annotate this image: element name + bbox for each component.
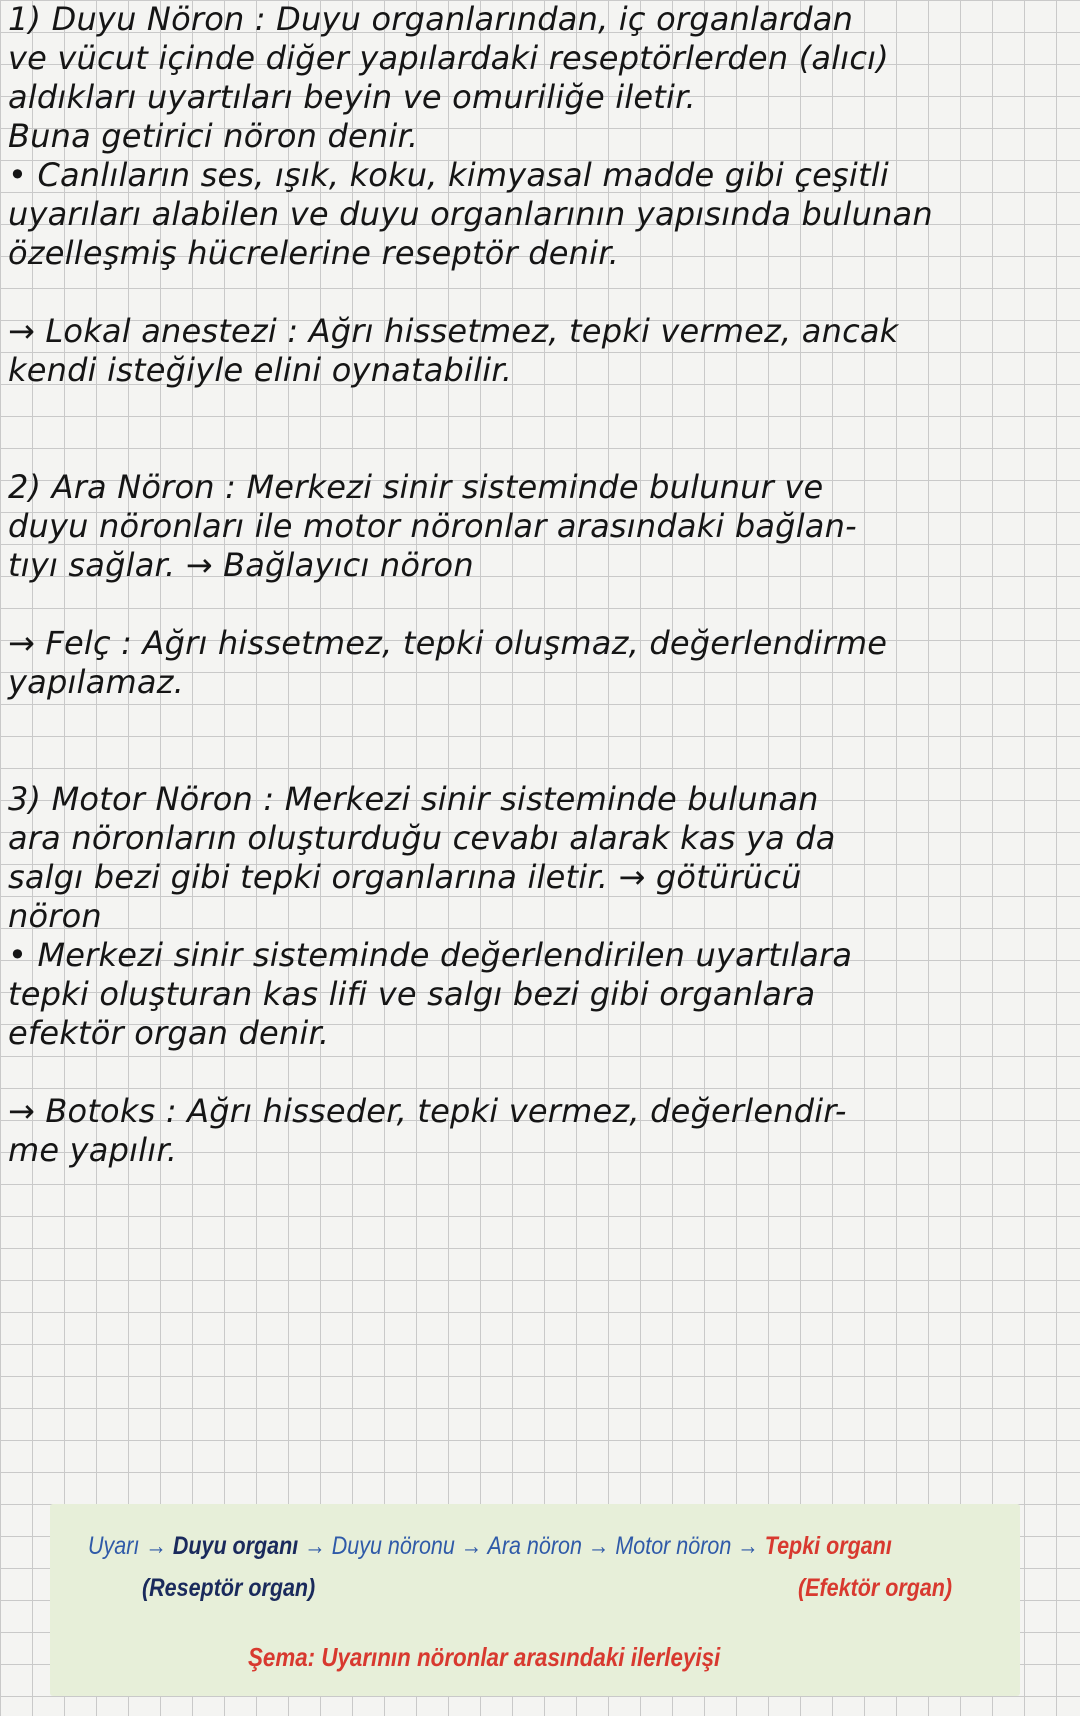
note-line: 1) Duyu Nöron : Duyu organlarından, iç organlardan — [8, 0, 854, 38]
note-example: → Lokal anestezi : Ağrı hissetmez, tepki vermez, ancak — [8, 312, 899, 350]
arrow-icon: → — [460, 1532, 483, 1560]
arrow-icon: → — [304, 1532, 326, 1560]
schema-box — [50, 1504, 1020, 1696]
note-line: aldıkları uyartıları beyin ve omuriliğe iletir. — [8, 78, 696, 116]
flow-tepki-organi: Tepki organı — [764, 1532, 892, 1560]
note-example: kendi isteğiyle elini oynatabilir. — [8, 351, 513, 389]
note-line: uyarıları alabilen ve duyu organlarının yapısında bulunan — [8, 195, 933, 233]
arrow-icon: → — [145, 1532, 167, 1560]
note-example: yapılamaz. — [8, 663, 184, 701]
note-line: nöron — [8, 897, 102, 935]
flow-motor-noron: Motor nöron — [615, 1532, 732, 1560]
handwritten-notes — [8, 0, 1074, 1170]
effector-label: (Efektör organ) — [798, 1574, 953, 1602]
note-line: özelleşmiş hücrelerine reseptör denir. — [8, 234, 620, 272]
note-line: efektör organ denir. — [8, 1014, 330, 1052]
flow-duyu-noronu: Duyu nöronu — [331, 1532, 455, 1560]
note-line: ve vücut içinde diğer yapılardaki reseptörlerden (alıcı) — [8, 39, 889, 77]
note-line: 2) Ara Nöron : Merkezi sinir sisteminde bulunur ve — [8, 468, 824, 506]
note-line: salgı bezi gibi tepki organlarına iletir. → götürücü — [8, 858, 802, 896]
flow-uyari: Uyarı — [88, 1532, 140, 1560]
arrow-icon: → — [737, 1532, 759, 1560]
note-example: me yapılır. — [8, 1131, 178, 1169]
schema-flow — [88, 1532, 892, 1561]
note-line: • Merkezi sinir sisteminde değerlendirilen uyartılara — [8, 936, 853, 974]
note-line: • Canlıların ses, ışık, koku, kimyasal madde gibi çeşitli — [8, 156, 889, 194]
note-line: tıyı sağlar. → Bağlayıcı nöron — [8, 546, 474, 584]
note-line: ara nöronların oluşturduğu cevabı alarak kas ya da — [8, 819, 836, 857]
schema-caption: Şema: Uyarının nöronlar arasındaki ilerleyişi — [248, 1642, 721, 1672]
flow-duyu-organi: Duyu organı — [172, 1532, 299, 1560]
note-line: Buna getirici nöron denir. — [8, 117, 419, 155]
arrow-icon: → — [587, 1532, 610, 1560]
note-line: duyu nöronları ile motor nöronlar arasındaki bağlan- — [8, 507, 857, 545]
note-line: 3) Motor Nöron : Merkezi sinir sisteminde bulunan — [8, 780, 819, 818]
note-example: → Felç : Ağrı hissetmez, tepki oluşmaz, değerlendirme — [8, 624, 888, 662]
note-line: tepki oluşturan kas lifi ve salgı bezi gibi organlara — [8, 975, 816, 1013]
flow-ara-noron: Ara nöron — [487, 1532, 582, 1560]
note-example: → Botoks : Ağrı hisseder, tepki vermez, değerlendir- — [8, 1092, 847, 1130]
receptor-label: (Reseptör organ) — [142, 1574, 316, 1602]
